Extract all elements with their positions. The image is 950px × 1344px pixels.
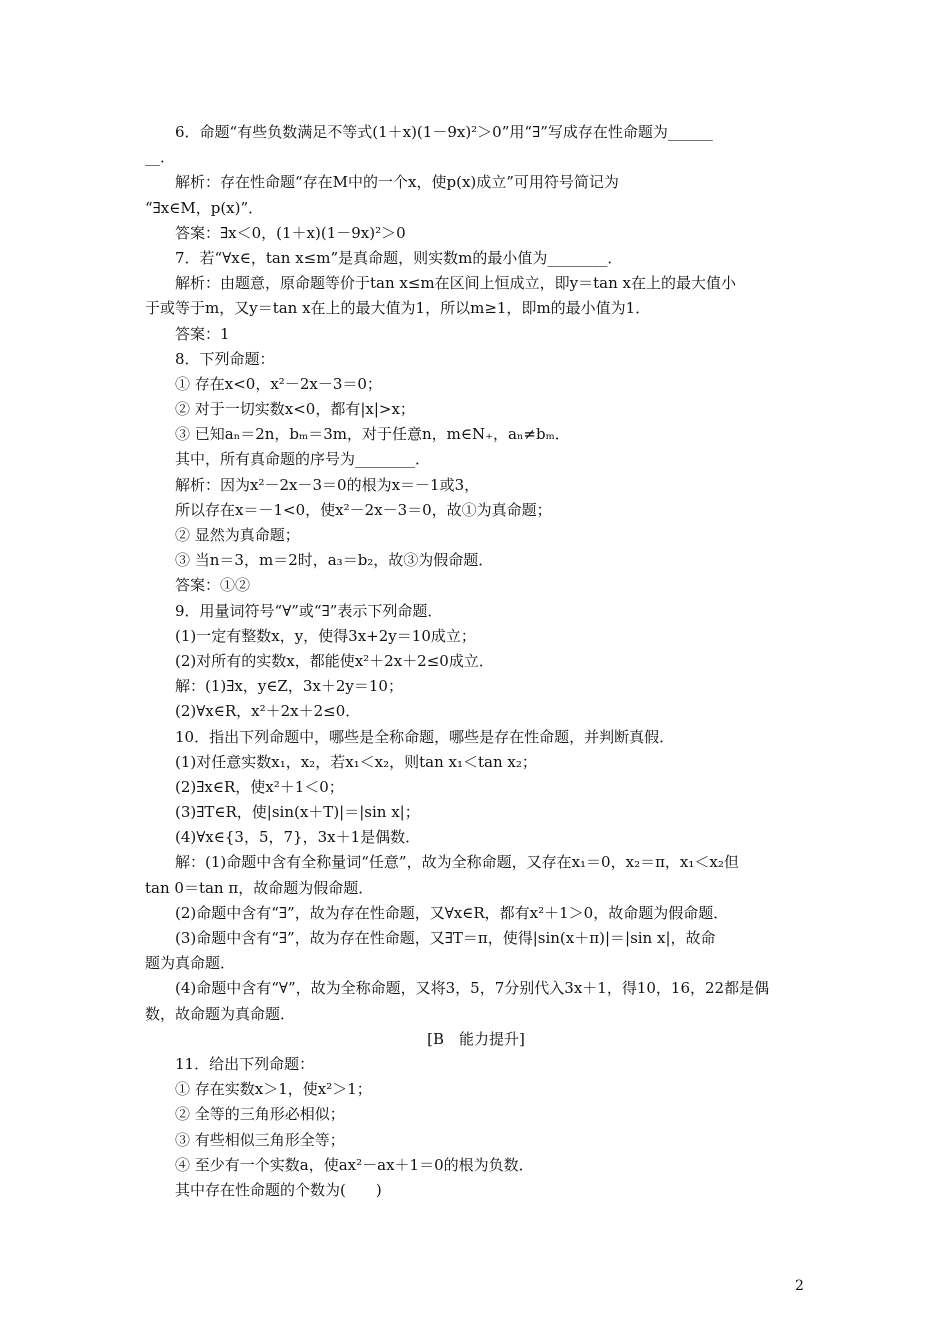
text-line: 解析：由题意，原命题等价于tan x≤m在区间上恒成立，即y＝tan x在上的最大值小 bbox=[175, 274, 736, 293]
text-line: 解析：存在性命题“存在M中的一个x，使p(x)成立”可用符号简记为 bbox=[175, 173, 619, 192]
text-line: ④ 至少有一个实数a，使ax²－ax＋1＝0的根为负数． bbox=[175, 1155, 534, 1174]
document-body bbox=[145, 120, 807, 1203]
text-line: ③ 有些相似三角形全等； bbox=[175, 1130, 345, 1149]
text-line: 于或等于m，又y＝tan x在上的最大值为1，所以m≥1，即m的最小值为1． bbox=[145, 299, 651, 318]
text-line: (4)命题中含有“∀”，故为全称命题，又将3，5，7分别代入3x＋1，得10，16，22都是偶 bbox=[175, 979, 770, 998]
text-line: 7．若“∀x∈，tan x≤m”是真命题，则实数m的最小值为________． bbox=[175, 248, 623, 267]
text-line: (4)∀x∈{3，5，7}，3x＋1是偶数． bbox=[175, 828, 421, 847]
text-line: ③ 已知aₙ＝2n，bₘ＝3m，对于任意n，m∈N₊，aₙ≠bₘ． bbox=[175, 425, 570, 444]
text-line: (3)命题中含有“∃”，故为存在性命题，又∃T＝π，使得|sin(x＋π)|＝|sin x|，故命 bbox=[175, 929, 716, 947]
text-line: 答案：①② bbox=[175, 576, 251, 595]
text-line: ① 存在x<0，x²－2x－3＝0； bbox=[175, 374, 382, 393]
text-line: 解：(1)命题中含有全称量词“任意”，故为全称命题，又存在x₁＝0，x₂＝π，x₁＜x₂但 bbox=[175, 853, 739, 872]
text-line: 解析：因为x²－2x－3＝0的根为x＝－1或3， bbox=[175, 475, 480, 494]
text-line: 所以存在x＝－1<0，使x²－2x－3＝0，故①为真命题； bbox=[175, 500, 552, 519]
text-line: 答案：1 bbox=[175, 324, 230, 343]
text-line: ① 存在实数x＞1，使x²＞1； bbox=[175, 1080, 372, 1099]
text-line: (2)∀x∈R，x²＋2x＋2≤0． bbox=[175, 702, 361, 721]
text-line: tan 0＝tan π，故命题为假命题． bbox=[145, 878, 374, 897]
text-line: 10．指出下列命题中，哪些是全称命题，哪些是存在性命题，并判断真假． bbox=[175, 727, 675, 746]
text-line: ② 全等的三角形必相似； bbox=[175, 1105, 345, 1124]
text-line: 8．下列命题： bbox=[175, 349, 275, 368]
text-line: (1)一定有整数x，y，使得3x+2y＝10成立； bbox=[175, 626, 476, 645]
text-line: 11．给出下列命题： bbox=[175, 1054, 315, 1073]
text-line: 9．用量词符号“∀”或“∃”表示下列命题． bbox=[175, 601, 443, 620]
text-line: “∃x∈M，p(x)”． bbox=[145, 198, 264, 217]
text-line: 其中存在性命题的个数为( ) bbox=[175, 1180, 382, 1199]
text-line: __． bbox=[145, 148, 176, 167]
text-line: ② 对于一切实数x<0，都有|x|>x； bbox=[175, 400, 415, 419]
text-line: 解：(1)∃x，y∈Z，3x＋2y＝10； bbox=[175, 677, 403, 696]
text-line: (2)命题中含有“∃”，故为存在性命题，又∀x∈R，都有x²＋1＞0，故命题为假命题． bbox=[175, 903, 729, 922]
text-line: (1)对任意实数x₁，x₂，若x₁＜x₂，则tan x₁＜tan x₂； bbox=[175, 752, 537, 771]
text-line: (2)对所有的实数x，都能使x²＋2x＋2≤0成立． bbox=[175, 651, 494, 670]
text-line: 题为真命题． bbox=[145, 954, 236, 973]
text-line: ③ 当n＝3，m＝2时，a₃＝b₂，故③为假命题． bbox=[175, 551, 494, 570]
page-number: 2 bbox=[795, 1278, 804, 1294]
text-line: 其中，所有真命题的序号为________． bbox=[175, 450, 431, 469]
text-line: 数，故命题为真命题． bbox=[145, 1004, 296, 1023]
text-line: (3)∃T∈R，使|sin(x＋T)|＝|sin x|； bbox=[175, 803, 420, 822]
text-line: 答案：∃x＜0，(1＋x)(1－9x)²＞0 bbox=[175, 223, 406, 242]
text-line: 6．命题“有些负数满足不等式(1＋x)(1－9x)²＞0”用“∃”写成存在性命题为______ bbox=[175, 123, 713, 141]
section-heading: [B 能力提升] bbox=[427, 1029, 525, 1048]
text-line: ② 显然为真命题； bbox=[175, 526, 300, 544]
text-line: (2)∃x∈R，使x²＋1＜0； bbox=[175, 777, 344, 796]
